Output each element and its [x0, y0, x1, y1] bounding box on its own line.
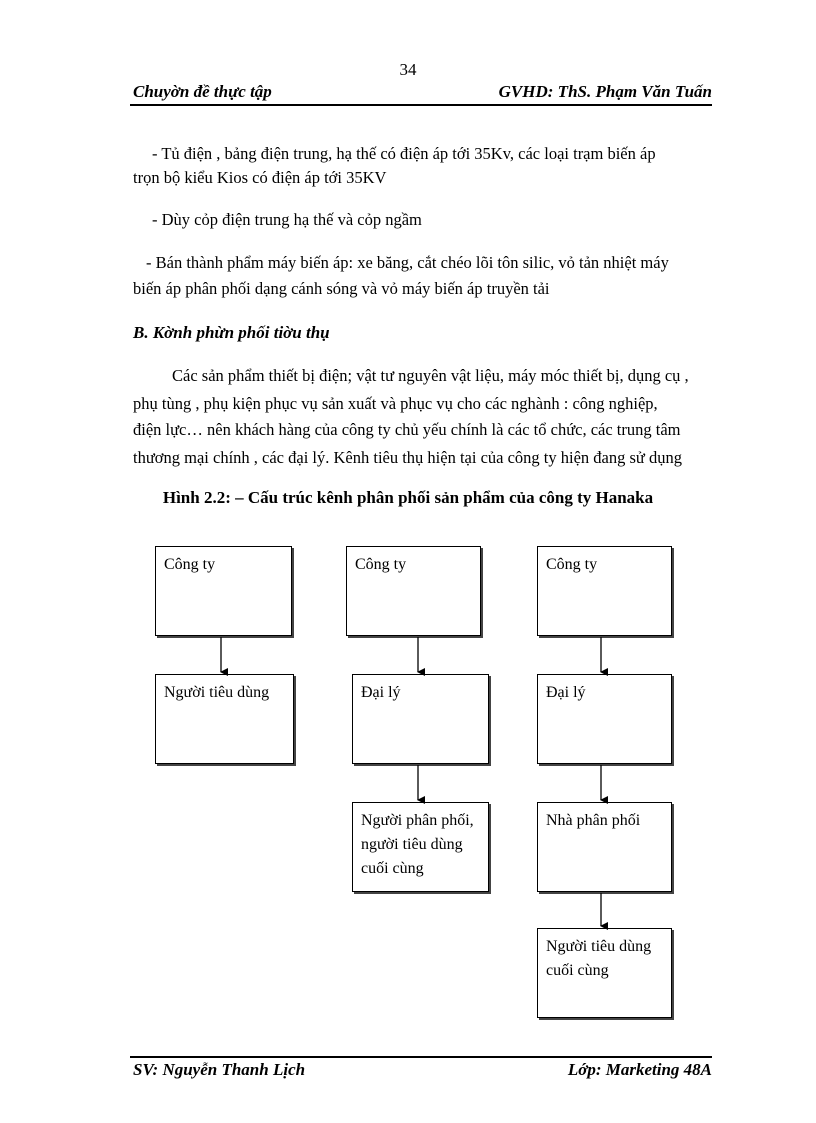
channel-3-distributor-label: Nhà phân phối: [546, 812, 641, 829]
paragraph-line-1: Các sản phẩm thiết bị điện; vật tư nguyên vật liệu, máy móc thiết bị, dụng cụ ,: [172, 366, 689, 385]
header-right-title: GVHD: ThS. Phạm Văn Tuấn: [498, 82, 712, 101]
channel-2-company-box: [346, 546, 481, 636]
bullet-3-line-1: - Bán thành phẩm máy biến áp: xe băng, cắt chéo lõi tôn silic, vỏ tản nhiệt máy: [146, 253, 669, 272]
channel-3-agent-label: Đại lý: [546, 684, 586, 701]
channel-1-company-box: [155, 546, 292, 636]
footer-rule: [130, 1056, 712, 1058]
paragraph-line-4: thương mại chính , các đại lý. Kênh tiêu thụ hiện tại của công ty hiện đang sử dụng: [133, 448, 682, 467]
page-number: 34: [399, 60, 417, 79]
figure-caption: Hình 2.2: – Cấu trúc kênh phân phối sản phẩm của công ty Hanaka: [162, 488, 654, 507]
footer-class: Lớp: Marketing 48A: [567, 1060, 712, 1079]
channel-1-consumer-label: Người tiêu dùng: [164, 684, 270, 701]
bullet-1-line-1: - Tủ điện , bảng điện trung, hạ thế có điện áp tới 35Kv, các loại trạm biến áp: [152, 144, 656, 163]
bullet-2: - Dùy cỏp điện trung hạ thế và cỏp ngầm: [152, 210, 422, 229]
channel-2-agent-box: [352, 674, 489, 764]
paragraph-line-3: điện lực… nên khách hàng của công ty chủ yếu chính là các tổ chức, các trung tâm: [133, 420, 681, 439]
channel-3-agent-box: [537, 674, 672, 764]
channel-2-distributor-label: Người phân phối, người tiêu dùng cuối cùng: [361, 812, 474, 877]
header-left-title: Chuyờn đề thực tập: [133, 82, 272, 101]
channel-1-consumer-box: [155, 674, 294, 764]
channel-3-end-consumer-label: Người tiêu dùng cuối cùng: [546, 938, 652, 979]
header-rule: [130, 104, 712, 106]
bullet-3-line-2: biến áp phân phối dạng cánh sóng và vỏ máy biến áp truyền tải: [133, 279, 550, 298]
footer-student: SV: Nguyễn Thanh Lịch: [133, 1060, 306, 1079]
channel-1-company-label: Công ty: [164, 556, 216, 573]
paragraph-line-2: phụ tùng , phụ kiện phục vụ sản xuất và phục vụ cho các nghành : công nghiệp,: [133, 394, 658, 413]
bullet-1-line-2: trọn bộ kiểu Kios có điện áp tới 35KV: [133, 168, 387, 187]
section-heading: B. Kờnh phừn phối tiờu thụ: [133, 323, 330, 342]
channel-2-agent-label: Đại lý: [361, 684, 401, 701]
channel-2-company-label: Công ty: [355, 556, 407, 573]
channel-3-company-label: Công ty: [546, 556, 598, 573]
channel-3-company-box: [537, 546, 672, 636]
channel-3-distributor-box: [537, 802, 672, 892]
channel-3-end-consumer-box: [537, 928, 672, 1018]
channel-2-distributor-box: [352, 802, 489, 892]
